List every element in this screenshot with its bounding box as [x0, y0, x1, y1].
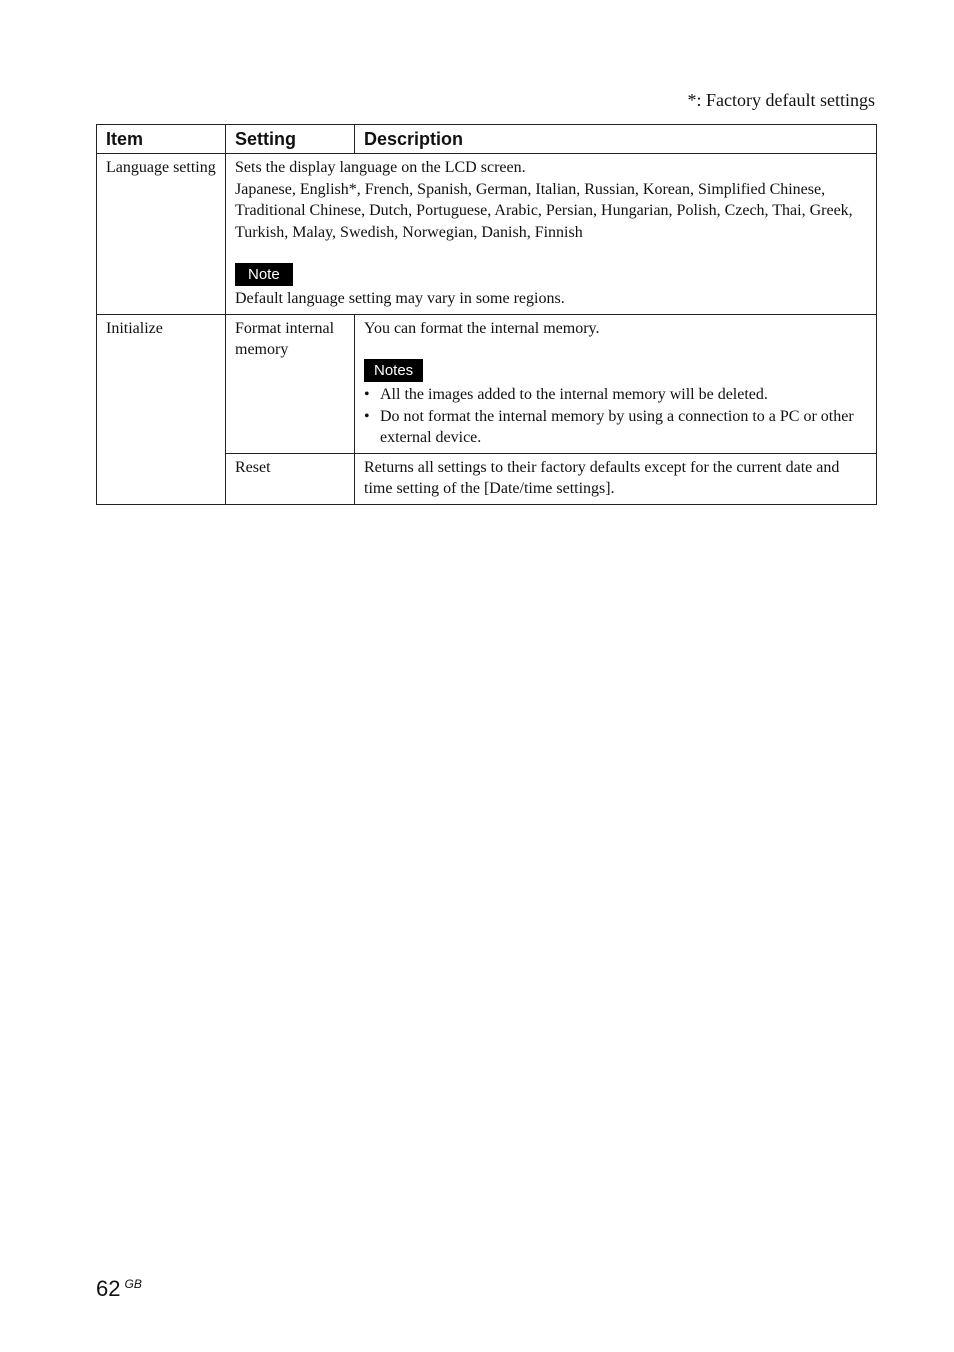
list-item: • Do not format the internal memory by using a connection to a PC or other external device.: [364, 407, 854, 446]
reset-description-text: Returns all settings to their factory defaults except for the current date and time setting of the [Date/time settings].: [364, 458, 840, 497]
bullet-icon: •: [364, 407, 370, 425]
item-language-label: Language setting: [106, 159, 216, 176]
list-item: • All the images added to the internal memory will be deleted.: [364, 384, 868, 406]
reset-description: [355, 453, 877, 504]
page-lang-code: GB: [124, 1276, 142, 1291]
language-options: Japanese, English*, French, Spanish, German, Italian, Russian, Korean, Simplified Chinese, Traditional Chinese, Dutch, Portuguese, Arabic, Persian, Hungarian, Polish, Czech, Thai, Greek, Turkish, Malay, Swedish, Norwegian, Danish, Finnish: [235, 180, 853, 241]
table-header-row: [97, 125, 877, 154]
setting-reset: [226, 453, 355, 504]
setting-format-memory: [226, 314, 355, 453]
header-item: Item: [97, 125, 226, 154]
setting-format-label: Format internal memory: [235, 319, 335, 358]
format-description: You can format the internal memory.: [364, 319, 600, 337]
language-note-text: Default language setting may vary in some regions.: [235, 290, 565, 307]
item-initialize-label: Initialize: [106, 319, 163, 337]
format-notes-list: [364, 384, 868, 449]
factory-default-note: *: Factory default settings: [687, 90, 875, 110]
language-description: Sets the display language on the LCD screen.: [235, 159, 526, 176]
table-row-format: [97, 314, 877, 453]
page-number: 62: [96, 1276, 121, 1301]
format-description-cell: [355, 314, 877, 453]
setting-reset-label: Reset: [235, 458, 271, 476]
notes-tag: Notes: [364, 359, 423, 382]
language-description-cell: [226, 154, 877, 315]
item-initialize: [97, 314, 226, 504]
table-row-language: [97, 154, 877, 315]
header-description: Description: [355, 125, 877, 154]
page-footer: [96, 1276, 142, 1302]
item-language-setting: [97, 154, 226, 315]
bullet-icon: •: [364, 386, 370, 403]
settings-table: [96, 124, 877, 505]
note-tag: Note: [235, 263, 293, 286]
header-setting: Setting: [226, 125, 355, 154]
